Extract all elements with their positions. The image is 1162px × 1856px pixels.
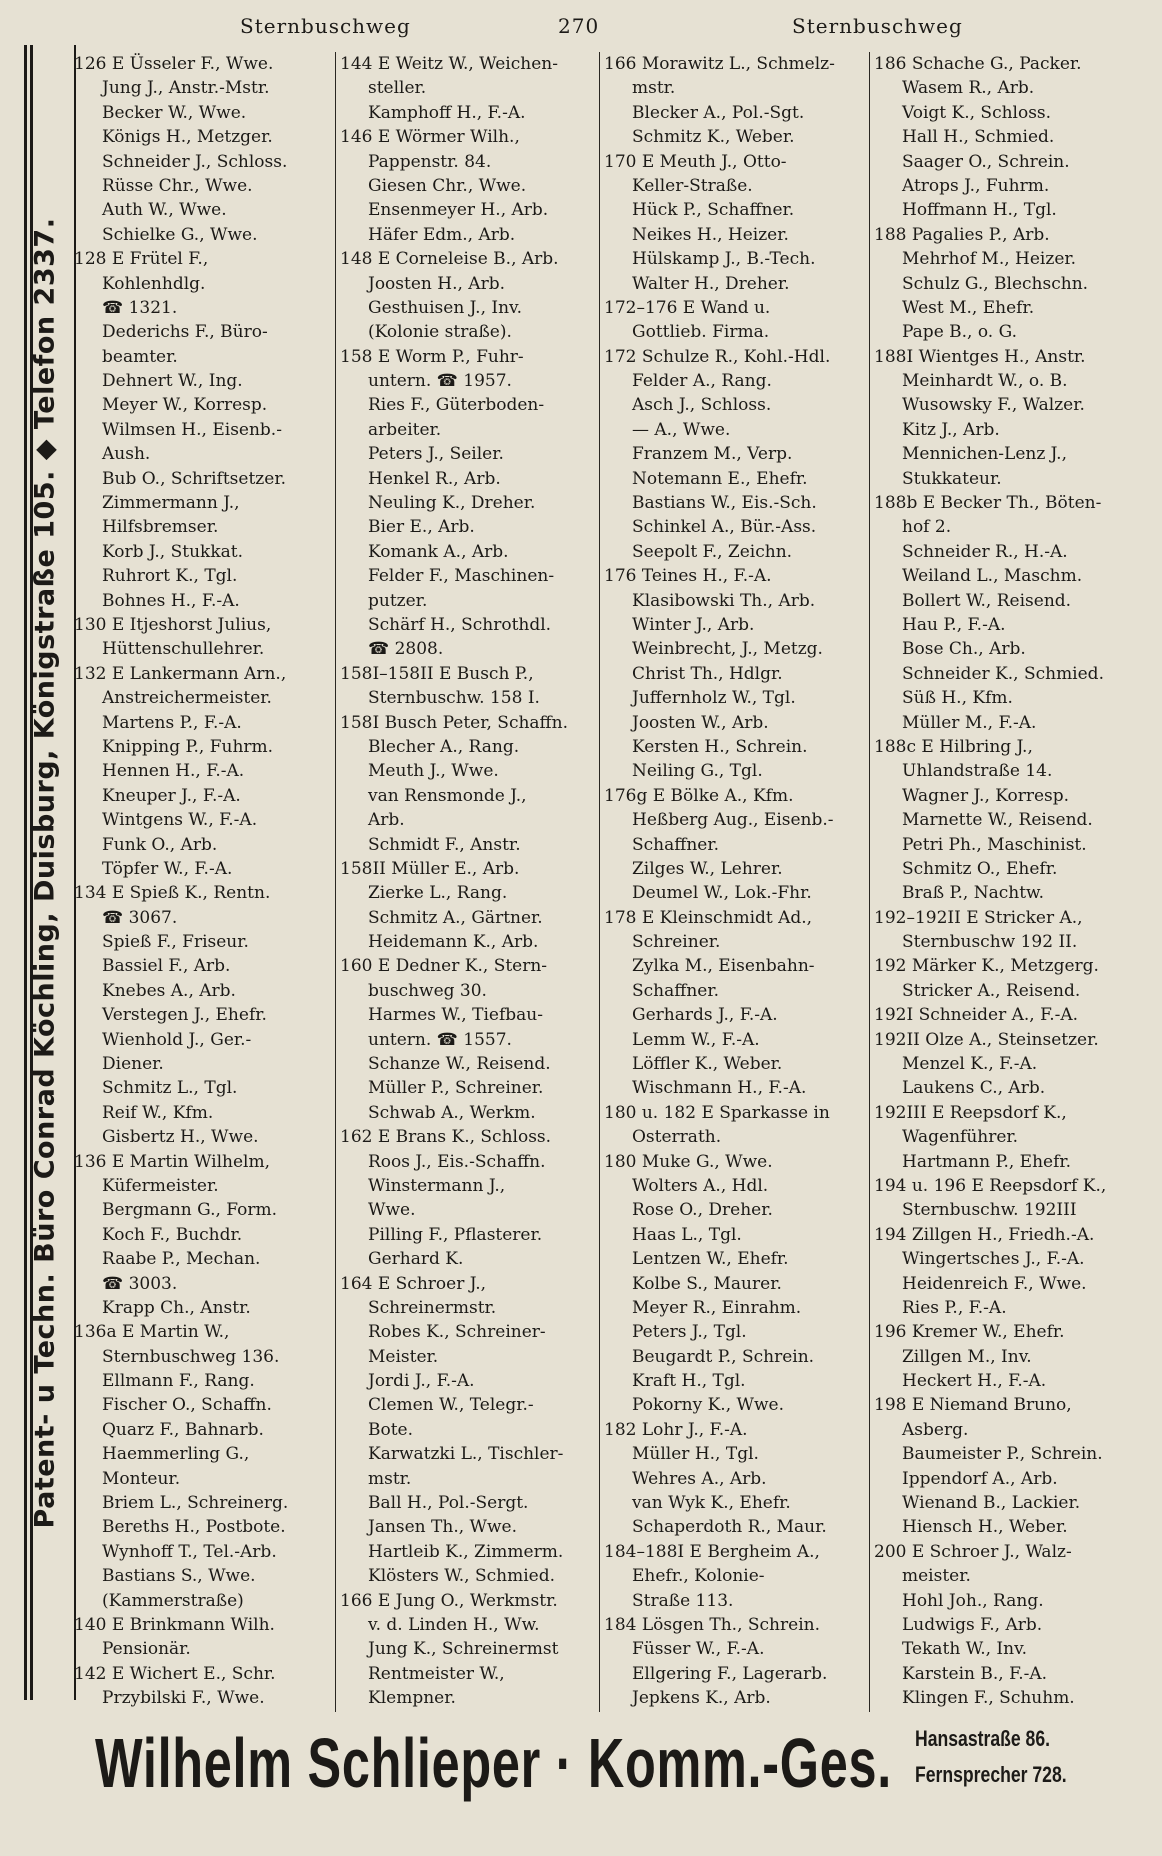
directory-entry-line: Schmitz A., Gärtner.	[368, 907, 543, 928]
directory-entry-line: Wilmsen H., Eisenb.-	[102, 419, 282, 440]
house-number-entry: 128 E Frütel F.,	[74, 249, 209, 270]
directory-entry-line: Zierke L., Rang.	[368, 883, 508, 904]
directory-entry-line: Meyer W., Korresp.	[102, 395, 268, 416]
directory-entry-line: Gerhards J., F.-A.	[632, 1005, 778, 1026]
directory-entry-line: Schulz G., Blechschn.	[902, 273, 1089, 294]
directory-entry-line: Töpfer W., F.-A.	[102, 858, 233, 879]
sidebar-ad-text: Patent- u Techn. Büro Conrad Köchling, Duisburg, Königstraße 105. ◆ Telefon 2337.	[29, 217, 61, 1528]
directory-entry-line: Schaperdoth R., Maur.	[632, 1517, 827, 1538]
directory-entry-line: Jepkens K., Arb.	[632, 1688, 771, 1709]
directory-entry-line: ☎ 1321.	[102, 297, 178, 318]
directory-entry-line: Königs H., Metzger.	[102, 127, 273, 148]
directory-entry-line: Wehres A., Arb.	[632, 1468, 767, 1489]
house-number-entry: 126 E Üsseler F., Wwe.	[74, 54, 274, 74]
directory-entry-line: Becker W., Wwe.	[102, 102, 247, 123]
house-number-entry: 140 E Brinkmann Wilh.	[74, 1615, 275, 1635]
directory-entry-line: Ippendorf A., Arb.	[902, 1468, 1058, 1489]
directory-entry-line: Dederichs F., Büro-	[102, 322, 268, 343]
directory-entry-line: Koch F., Buchdr.	[102, 1224, 243, 1245]
house-number-entry: 142 E Wichert E., Schr.	[74, 1663, 276, 1684]
directory-entry-line: Schmitz L., Tgl.	[102, 1078, 238, 1099]
directory-entry-line: Jansen Th., Wwe.	[368, 1517, 518, 1538]
directory-entry-line: Klasibowski Th., Arb.	[632, 590, 816, 611]
directory-column	[338, 52, 598, 1712]
directory-entry-line: Gesthuisen J., Inv.	[368, 297, 523, 318]
directory-entry-line: Wienhold J., Ger.-	[102, 1029, 252, 1050]
directory-entry-line: Sternbuschw. 158 I.	[368, 688, 540, 709]
house-number-entry: 192–192II E Stricker A.,	[874, 907, 1083, 928]
house-number-entry: 158II Müller E., Arb.	[340, 858, 520, 879]
directory-entry-line: Hohl Joh., Rang.	[902, 1590, 1044, 1611]
directory-entry-line: Zilges W., Lehrer.	[632, 858, 783, 879]
directory-entry-line: Wynhoff T., Tel.-Arb.	[102, 1541, 277, 1562]
directory-entry-line: Gottlieb. Firma.	[632, 322, 770, 343]
directory-entry-line: Klingen F., Schuhm.	[902, 1688, 1075, 1709]
directory-entry-line: Haemmerling G.,	[102, 1444, 250, 1465]
house-number-entry: 164 E Schroer J.,	[340, 1273, 487, 1294]
house-number-entry: 136 E Martin Wilhelm,	[74, 1151, 270, 1172]
directory-entry-line: Kohlenhdlg.	[102, 273, 206, 294]
directory-entry-line: Uhlandstraße 14.	[902, 761, 1053, 782]
directory-entry-line: Lemm W., F.-A.	[632, 1029, 760, 1050]
directory-entry-line: Wienand B., Lackier.	[902, 1493, 1081, 1514]
directory-entry-line: Zylka M., Eisenbahn-	[632, 956, 815, 977]
house-number-entry: 166 E Jung O., Werkmstr.	[340, 1590, 558, 1611]
directory-entry-line: Wwe.	[368, 1200, 416, 1221]
directory-entry-line: Komank A., Arb.	[368, 541, 509, 562]
directory-entry-line: Asberg.	[902, 1419, 969, 1440]
directory-entry-line: Briem L., Schreinerg.	[102, 1493, 289, 1514]
directory-entry-line: Neiling G., Tgl.	[632, 761, 763, 782]
footer-advertisement	[95, 1718, 1135, 1828]
directory-entry-line: untern. ☎ 1557.	[368, 1029, 512, 1050]
directory-entry-line: Hülskamp J., B.-Tech.	[632, 249, 816, 270]
house-number-entry: 170 E Meuth J., Otto-	[604, 151, 787, 172]
directory-entry-line: mstr.	[632, 78, 676, 99]
directory-entry-line: Kersten H., Schrein.	[632, 736, 808, 757]
footer-phone: Fernsprecher 728.	[915, 1762, 1067, 1787]
directory-entry-line: Heidenreich F., Wwe.	[902, 1273, 1087, 1294]
directory-entry-line: West M., Ehefr.	[902, 297, 1035, 318]
directory-entry-line: Ball H., Pol.-Sergt.	[368, 1493, 529, 1514]
directory-entry-line: Bastians W., Eis.-Sch.	[632, 493, 817, 514]
directory-entry-line: Asch J., Schloss.	[632, 395, 772, 416]
house-number-entry: 196 Kremer W., Ehefr.	[874, 1322, 1065, 1343]
house-number-entry: 172–176 E Wand u.	[604, 297, 771, 318]
directory-entry-line: Wusowsky F., Walzer.	[902, 395, 1085, 416]
directory-entry-line: Meyer R., Einrahm.	[632, 1297, 802, 1318]
directory-entry-line: Felder A., Rang.	[632, 371, 772, 392]
directory-entry-line: Hück P., Schaffner.	[632, 200, 795, 221]
house-number-entry: 176g E Bölke A., Kfm.	[604, 785, 794, 806]
directory-entry-line: Roos J., Eis.-Schaffn.	[368, 1151, 546, 1172]
house-number-entry: 130 E Itjeshorst Julius,	[74, 614, 272, 635]
house-number-entry: 180 u. 182 E Sparkasse in	[604, 1102, 830, 1123]
sidebar-rule	[24, 45, 27, 1700]
directory-entry-line: Auth W., Wwe.	[102, 200, 227, 221]
directory-entry-line: Ries P., F.-A.	[902, 1297, 1007, 1318]
directory-entry-line: meister.	[902, 1566, 971, 1587]
house-number-entry: 146 E Wörmer Wilh.,	[340, 127, 520, 148]
directory-entry-line: Martens P., F.-A.	[102, 712, 242, 733]
directory-entry-line: Sternbuschw 192 II.	[902, 932, 1078, 953]
directory-entry-line: Schaffner.	[632, 834, 720, 855]
directory-entry-line: Ensenmeyer H., Arb.	[368, 200, 549, 221]
directory-entry-line: Raabe P., Mechan.	[102, 1249, 261, 1270]
directory-entry-line: Pokorny K., Wwe.	[632, 1395, 785, 1416]
directory-entry-line: Weinbrecht, J., Metzg.	[632, 639, 823, 660]
directory-entry-line: Funk O., Arb.	[102, 834, 218, 855]
directory-column	[72, 52, 334, 1712]
directory-entry-line: Lentzen W., Ehefr.	[632, 1249, 789, 1270]
directory-entry-line: Gisbertz H., Wwe.	[102, 1127, 259, 1148]
header-right-street: Sternbuschweg	[792, 14, 963, 38]
house-number-entry: 180 Muke G., Wwe.	[604, 1151, 773, 1172]
directory-entry-line: Meuth J., Wwe.	[368, 761, 499, 782]
house-number-entry: 144 E Weitz W., Weichen-	[340, 54, 558, 74]
directory-entry-line: Knebes A., Arb.	[102, 980, 236, 1001]
directory-entry-line: steller.	[368, 78, 427, 99]
directory-entry-line: Schielke G., Wwe.	[102, 224, 258, 245]
directory-entry-line: Küfermeister.	[102, 1175, 219, 1196]
directory-entry-line: Fischer O., Schaffn.	[102, 1395, 272, 1416]
directory-column	[872, 52, 1122, 1712]
directory-entry-line: Wingertsches J., F.-A.	[902, 1249, 1085, 1270]
directory-entry-line: Anstreichermeister.	[102, 688, 272, 709]
directory-entry-line: Ludwigs F., Arb.	[902, 1615, 1043, 1635]
directory-entry-line: Laukens C., Arb.	[902, 1078, 1046, 1099]
directory-entry-line: beamter.	[102, 346, 178, 367]
directory-entry-line: Przybilski F., Wwe.	[102, 1688, 265, 1709]
directory-entry-line: Schärf H., Schrothdl.	[368, 614, 552, 635]
house-number-entry: 176 Teines H., F.-A.	[604, 566, 772, 587]
directory-entry-line: Clemen W., Telegr.-	[368, 1395, 534, 1416]
directory-entry-line: Joosten H., Arb.	[368, 273, 505, 294]
house-number-entry: 158 E Worm P., Fuhr-	[340, 346, 524, 367]
directory-entry-line: Osterrath.	[632, 1127, 722, 1148]
directory-entry-line: Blecher A., Rang.	[368, 736, 520, 757]
directory-entry-line: Pape B., o. G.	[902, 322, 1017, 343]
directory-entry-line: Müller P., Schreiner.	[368, 1078, 544, 1099]
directory-entry-line: Juffernholz W., Tgl.	[632, 688, 796, 709]
directory-column	[602, 52, 867, 1712]
house-number-entry: 192II Olze A., Steinsetzer.	[874, 1029, 1099, 1050]
directory-entry-line: Pensionär.	[102, 1639, 191, 1660]
header-left-street: Sternbuschweg	[240, 14, 411, 38]
directory-entry-line: Meister.	[368, 1346, 439, 1367]
directory-entry-line: Müller H., Tgl.	[632, 1444, 759, 1465]
directory-entry-line: Kneuper J., F.-A.	[102, 785, 241, 806]
sidebar-advertisement	[22, 45, 68, 1700]
directory-entry-line: Stukkateur.	[902, 468, 1002, 489]
house-number-entry: 162 E Brans K., Schloss.	[340, 1127, 552, 1148]
directory-entry-line: Kitz J., Arb.	[902, 419, 1000, 440]
directory-entry-line: Zimmermann J.,	[102, 493, 240, 514]
footer-address: Hansastraße 86.	[915, 1726, 1051, 1751]
house-number-entry: 134 E Spieß K., Rentn.	[74, 883, 271, 904]
directory-entry-line: Rose O., Dreher.	[632, 1200, 773, 1221]
directory-entry-line: Ries F., Güterboden-	[368, 395, 545, 416]
directory-entry-line: hof 2.	[902, 517, 952, 538]
directory-columns	[72, 52, 1122, 1712]
house-number-entry: 192 Märker K., Metzgerg.	[874, 956, 1099, 977]
directory-entry-line: Kamphoff H., F.-A.	[368, 102, 526, 123]
directory-entry-line: Diener.	[102, 1054, 164, 1075]
directory-entry-line: — A., Wwe.	[632, 419, 731, 440]
directory-entry-line: Braß P., Nachtw.	[902, 883, 1044, 904]
house-number-entry: 148 E Corneleise B., Arb.	[340, 249, 559, 270]
directory-entry-line: Bollert W., Reisend.	[902, 590, 1072, 611]
directory-entry-line: Schreinermstr.	[368, 1297, 497, 1318]
directory-entry-line: Hennen H., F.-A.	[102, 761, 245, 782]
column-divider	[869, 52, 870, 1712]
directory-entry-line: Schaffner.	[632, 980, 720, 1001]
directory-entry-line: Blecker A., Pol.-Sgt.	[632, 102, 805, 123]
directory-entry-line: van Rensmonde J.,	[368, 785, 527, 806]
directory-entry-line: Stricker A., Reisend.	[902, 980, 1081, 1001]
directory-entry-line: (Kolonie straße).	[368, 322, 512, 343]
directory-entry-line: Menzel K., F.-A.	[902, 1054, 1038, 1075]
directory-entry-line: Schneider R., H.-A.	[902, 541, 1068, 562]
house-number-entry: 166 Morawitz L., Schmelz-	[604, 54, 835, 74]
directory-entry-line: Tekath W., Inv.	[902, 1639, 1028, 1660]
directory-entry-line: Bose Ch., Arb.	[902, 639, 1026, 660]
directory-entry-line: Neuling K., Dreher.	[368, 493, 536, 514]
directory-entry-line: ☎ 3003.	[102, 1273, 178, 1294]
house-number-entry: 200 E Schroer J., Walz-	[874, 1541, 1072, 1562]
directory-entry-line: Bergmann G., Form.	[102, 1200, 278, 1221]
directory-entry-line: Klösters W., Schmied.	[368, 1566, 555, 1587]
directory-entry-line: Dehnert W., Ing.	[102, 371, 243, 392]
directory-entry-line: Wasem R., Arb.	[902, 78, 1035, 99]
directory-entry-line: Verstegen J., Ehefr.	[102, 1005, 267, 1026]
column-divider	[335, 52, 336, 1712]
directory-entry-line: Quarz F., Bahnarb.	[102, 1419, 264, 1440]
directory-entry-line: Monteur.	[102, 1468, 181, 1489]
directory-entry-line: Kolbe S., Maurer.	[632, 1273, 782, 1294]
directory-entry-line: Ruhrort K., Tgl.	[102, 566, 238, 587]
directory-entry-line: Voigt K., Schloss.	[902, 102, 1052, 123]
directory-entry-line: Wischmann H., F.-A.	[632, 1078, 807, 1099]
house-number-entry: 192I Schneider A., F.-A.	[874, 1005, 1079, 1026]
directory-entry-line: Hartleib K., Zimmerm.	[368, 1541, 564, 1562]
directory-entry-line: Bier E., Arb.	[368, 517, 475, 538]
directory-entry-line: Franzem M., Verp.	[632, 444, 793, 465]
directory-entry-line: arbeiter.	[368, 419, 442, 440]
directory-entry-line: Schwab A., Werkm.	[368, 1102, 536, 1123]
directory-entry-line: Bohnes H., F.-A.	[102, 590, 240, 611]
directory-entry-line: Bereths H., Postbote.	[102, 1517, 286, 1538]
directory-entry-line: Bassiel F., Arb.	[102, 956, 231, 977]
directory-entry-line: Winter J., Arb.	[632, 614, 755, 635]
directory-entry-line: Sternbuschweg 136.	[102, 1346, 280, 1367]
footer-company-name: Wilhelm Schlieper · Komm.-Ges.	[95, 1724, 892, 1802]
directory-entry-line: Rüsse Chr., Wwe.	[102, 175, 253, 196]
house-number-entry: 184 Lösgen Th., Schrein.	[604, 1615, 820, 1635]
directory-entry-line: Sternbuschw. 192III	[902, 1200, 1077, 1221]
directory-entry-line: Hau P., F.-A.	[902, 614, 1006, 635]
house-number-entry: 158I–158II E Busch P.,	[340, 663, 534, 684]
directory-entry-line: Korb J., Stukkat.	[102, 541, 243, 562]
directory-entry-line: Pilling F., Pflasterer.	[368, 1224, 543, 1245]
page-number: 270	[558, 14, 600, 38]
directory-entry-line: Füsser W., F.-A.	[632, 1639, 765, 1660]
house-number-entry: 188I Wientges H., Anstr.	[874, 346, 1086, 367]
directory-entry-line: Spieß F., Friseur.	[102, 932, 249, 953]
directory-entry-line: Wagenführer.	[902, 1127, 1019, 1148]
directory-entry-line: Heßberg Aug., Eisenb.-	[632, 810, 834, 831]
directory-entry-line: Neikes H., Heizer.	[632, 224, 789, 245]
directory-entry-line: Deumel W., Lok.-Fhr.	[632, 883, 812, 904]
directory-entry-line: Jung J., Anstr.-Mstr.	[102, 78, 270, 99]
directory-entry-line: Peters J., Seiler.	[368, 444, 504, 465]
directory-entry-line: Heckert H., F.-A.	[902, 1371, 1047, 1392]
directory-entry-line: putzer.	[368, 590, 428, 611]
directory-entry-line: Schmitz K., Weber.	[632, 127, 795, 148]
directory-entry-line: Reif W., Kfm.	[102, 1102, 214, 1123]
directory-entry-line: ☎ 2808.	[368, 639, 444, 660]
directory-entry-line: Schreiner.	[632, 932, 721, 953]
house-number-entry: 194 Zillgen H., Friedh.-A.	[874, 1224, 1095, 1245]
house-number-entry: 178 E Kleinschmidt Ad.,	[604, 907, 813, 928]
directory-entry-line: Henkel R., Arb.	[368, 468, 501, 489]
directory-entry-line: Winstermann J.,	[368, 1175, 506, 1196]
directory-entry-line: Karwatzki L., Tischler-	[368, 1444, 564, 1465]
directory-entry-line: Ehefr., Kolonie-	[632, 1566, 765, 1587]
directory-entry-line: Schinkel A., Bür.-Ass.	[632, 517, 817, 538]
directory-entry-line: Straße 113.	[632, 1590, 734, 1611]
page-header	[70, 8, 1120, 48]
directory-entry-line: Rentmeister W.,	[368, 1663, 505, 1684]
house-number-entry: 188 Pagalies P., Arb.	[874, 224, 1050, 245]
directory-entry-line: buschweg 30.	[368, 980, 487, 1001]
directory-entry-line: Bub O., Schriftsetzer.	[102, 468, 286, 489]
directory-entry-line: Schanze W., Reisend.	[368, 1054, 551, 1075]
directory-entry-line: Wagner J., Korresp.	[902, 785, 1070, 806]
directory-entry-line: Mennichen-Lenz J.,	[902, 444, 1067, 465]
directory-entry-line: Kraft H., Tgl.	[632, 1371, 746, 1392]
directory-entry-line: Wintgens W., F.-A.	[102, 810, 258, 831]
directory-entry-line: Schneider J., Schloss.	[102, 151, 288, 172]
directory-entry-line: Haas L., Tgl.	[632, 1224, 742, 1245]
directory-entry-line: Felder F., Maschinen-	[368, 566, 555, 587]
house-number-entry: 184–188I E Bergheim A.,	[604, 1541, 820, 1562]
house-number-entry: 188b E Becker Th., Böten-	[874, 493, 1102, 514]
directory-entry-line: Löffler K., Weber.	[632, 1054, 783, 1075]
directory-entry-line: Schmitz O., Ehefr.	[902, 858, 1058, 879]
directory-entry-line: Petri Ph., Maschinist.	[902, 834, 1087, 855]
directory-entry-line: Joosten W., Arb.	[632, 712, 769, 733]
directory-entry-line: Hall H., Schmied.	[902, 127, 1055, 148]
directory-entry-line: Jordi J., F.-A.	[368, 1371, 475, 1392]
directory-entry-line: Notemann E., Ehefr.	[632, 468, 808, 489]
directory-entry-line: Bote.	[368, 1419, 414, 1440]
directory-entry-line: Heidemann K., Arb.	[368, 932, 539, 953]
directory-entry-line: Seepolt F., Zeichn.	[632, 541, 793, 562]
directory-entry-line: van Wyk K., Ehefr.	[632, 1493, 791, 1514]
directory-entry-line: Walter H., Dreher.	[632, 273, 790, 294]
directory-entry-line: Wolters A., Hdl.	[632, 1175, 769, 1196]
house-number-entry: 198 E Niemand Bruno,	[874, 1395, 1072, 1416]
directory-entry-line: Müller M., F.-A.	[902, 712, 1037, 733]
directory-entry-line: Hilfsbremser.	[102, 517, 219, 538]
house-number-entry: 132 E Lankermann Arn.,	[74, 663, 287, 684]
house-number-entry: 172 Schulze R., Kohl.-Hdl.	[604, 346, 831, 367]
directory-entry-line: Hiensch H., Weber.	[902, 1517, 1068, 1538]
directory-entry-line: Christ Th., Hdlgr.	[632, 663, 783, 684]
directory-entry-line: Peters J., Tgl.	[632, 1322, 747, 1343]
directory-entry-line: Hüttenschullehrer.	[102, 639, 265, 660]
directory-entry-line: Beugardt P., Schrein.	[632, 1346, 815, 1367]
directory-entry-line: Bastians S., Wwe.	[102, 1566, 256, 1587]
directory-entry-line: Knipping P., Fuhrm.	[102, 736, 274, 757]
directory-entry-line: Zillgen M., Inv.	[902, 1346, 1032, 1367]
house-number-entry: 136a E Martin W.,	[74, 1322, 230, 1343]
column-divider	[599, 52, 600, 1712]
directory-entry-line: Robes K., Schreiner-	[368, 1322, 546, 1343]
house-number-entry: 188c E Hilbring J.,	[874, 736, 1033, 757]
house-number-entry: 160 E Dedner K., Stern-	[340, 956, 548, 977]
directory-entry-line: (Kammerstraße)	[102, 1590, 244, 1611]
directory-entry-line: Atrops J., Fuhrm.	[902, 175, 1050, 196]
directory-entry-line: Arb.	[368, 810, 405, 831]
directory-entry-line: Baumeister P., Schrein.	[902, 1444, 1103, 1465]
directory-entry-line: Pappenstr. 84.	[368, 151, 492, 172]
directory-entry-line: Jung K., Schreinermst	[368, 1639, 559, 1660]
directory-entry-line: Meinhardt W., o. B.	[902, 371, 1068, 392]
directory-entry-line: Hoffmann H., Tgl.	[902, 200, 1057, 221]
directory-entry-line: Süß H., Kfm.	[902, 688, 1013, 709]
directory-entry-line: ☎ 3067.	[102, 907, 178, 928]
house-number-entry: 186 Schache G., Packer.	[874, 54, 1082, 74]
directory-entry-line: Giesen Chr., Wwe.	[368, 175, 527, 196]
directory-entry-line: v. d. Linden H., Ww.	[368, 1615, 540, 1635]
directory-entry-line: Marnette W., Reisend.	[902, 810, 1093, 831]
directory-entry-line: Häfer Edm., Arb.	[368, 224, 516, 245]
directory-entry-line: untern. ☎ 1957.	[368, 371, 512, 392]
directory-entry-line: Saager O., Schrein.	[902, 151, 1070, 172]
directory-entry-line: Ellgering F., Lagerarb.	[632, 1663, 828, 1684]
house-number-entry: 158I Busch Peter, Schaffn.	[340, 712, 568, 733]
directory-entry-line: Klempner.	[368, 1688, 456, 1709]
directory-entry-line: mstr.	[368, 1468, 412, 1489]
directory-entry-line: Gerhard K.	[368, 1249, 464, 1270]
directory-entry-line: Hartmann P., Ehefr.	[902, 1151, 1072, 1172]
directory-entry-line: Krapp Ch., Anstr.	[102, 1297, 251, 1318]
directory-entry-line: Keller-Straße.	[632, 175, 753, 196]
house-number-entry: 194 u. 196 E Reepsdorf K.,	[874, 1175, 1107, 1196]
directory-entry-line: Ellmann F., Rang.	[102, 1371, 255, 1392]
house-number-entry: 192III E Reepsdorf K.,	[874, 1102, 1067, 1123]
directory-entry-line: Karstein B., F.-A.	[902, 1663, 1048, 1684]
directory-entry-line: Harmes W., Tiefbau-	[368, 1005, 543, 1026]
directory-entry-line: Weiland L., Maschm.	[902, 566, 1083, 587]
house-number-entry: 182 Lohr J., F.-A.	[604, 1419, 748, 1440]
directory-entry-line: Mehrhof M., Heizer.	[902, 249, 1077, 270]
directory-entry-line: Schneider K., Schmied.	[902, 663, 1104, 684]
directory-entry-line: Schmidt F., Anstr.	[368, 834, 521, 855]
directory-entry-line: Aush.	[102, 444, 151, 465]
